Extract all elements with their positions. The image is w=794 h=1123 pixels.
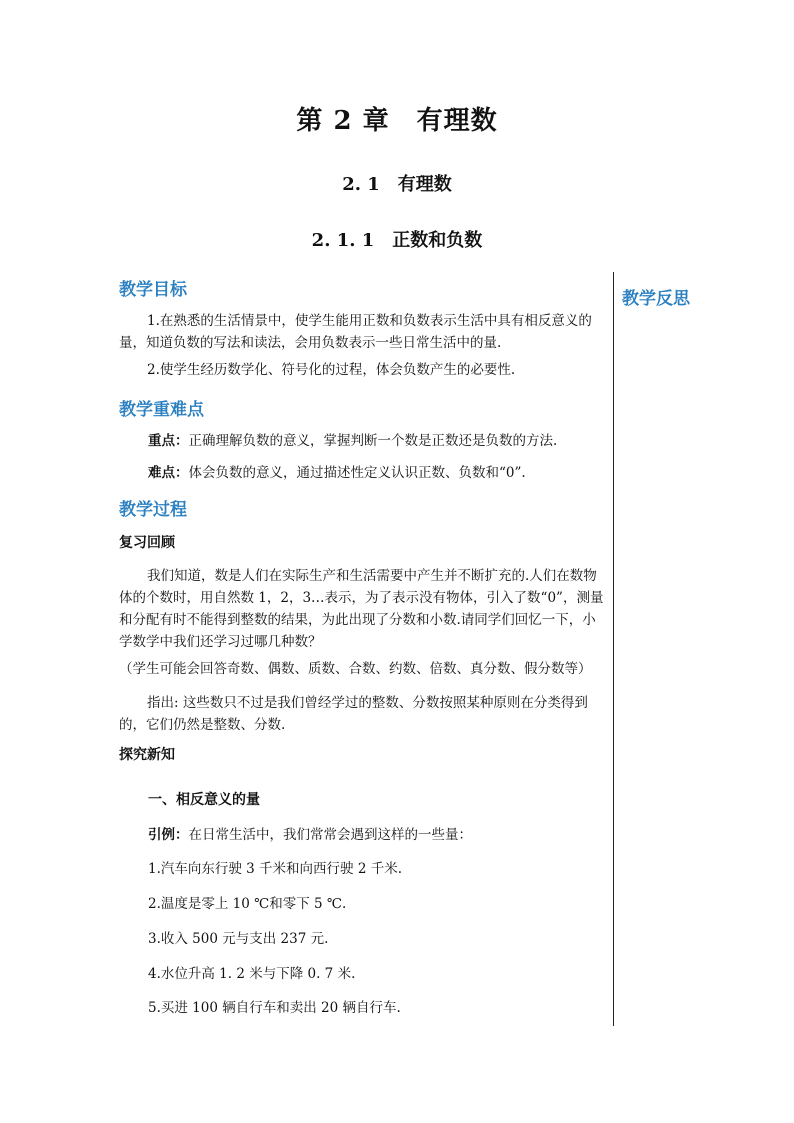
objectives-heading: 教学目标 [119,280,187,300]
student-answer: （学生可能会回答奇数、偶数、质数、合数、约数、倍数、真分数、假分数等） [119,661,592,677]
difficulty-label: 难点： [148,465,189,481]
example-item: 4.水位升高 1. 2 米与下降 0. 7 米. [148,966,356,982]
focus-text: 正确理解负数的意义，掌握判断一个数是正数还是负数的方法. [188,433,558,449]
example-item: 2.温度是零上 10 ℃和零下 5 ℃. [148,896,347,912]
objective-item-1: 1.在熟悉的生活情景中，使学生能用正数和负数表示生活中具有相反意义的量，知道负数的写法和读法，会用负数表示一些日常生活中的量. [119,313,592,351]
example-item: 3.收入 500 元与支出 237 元. [148,931,329,947]
difficulty-text: 体会负数的意义，通过描述性定义认识正数、负数和“0”. [188,465,526,481]
process-heading: 教学过程 [119,500,187,520]
focus-line [148,429,557,449]
focus-label: 重点： [148,433,189,449]
section-title: 2. 1 有理数 [342,174,452,195]
reflection-heading: 教学反思 [622,289,690,309]
example-item: 1.汽车向东行驶 3 千米和向西行驶 2 千米. [148,861,403,877]
point-out-paragraph: 指出: 这些数只不过是我们曾经学过的整数、分数按照某种原则在分类得到的，它们仍然是整数、分数. [119,695,588,733]
review-heading: 复习回顾 [119,535,175,551]
review-paragraph: 我们知道，数是人们在实际生产和生活需要中产生并不断扩充的.人们在数物体的个数时，用自然数 1，2，3…表示，为了表示没有物体，引入了数“0”，测量和分配有时不能得到整数的结果，为此出现了分数和小数.请同学们回忆一下，小学数学中我们还学习过哪几种数？ [119,568,604,650]
key-points-heading: 教学重难点 [119,400,204,420]
subsection-title: 2. 1. 1 正数和负数 [311,230,483,251]
part1-heading: 一、相反意义的量 [148,792,260,808]
difficulty-line [148,461,526,481]
column-divider [613,272,614,1026]
explore-heading: 探究新知 [119,747,175,763]
objective-item-2: 2.使学生经历数学化、符号化的过程，体会负数产生的必要性. [147,362,516,378]
intro-line [148,823,472,843]
intro-text: 在日常生活中，我们常常会遇到这样的一些量： [188,827,472,843]
chapter-title: 第 2 章 有理数 [296,106,498,136]
intro-label: 引例： [148,827,189,843]
example-item: 5.买进 100 辆自行车和卖出 20 辆自行车. [148,1000,401,1016]
